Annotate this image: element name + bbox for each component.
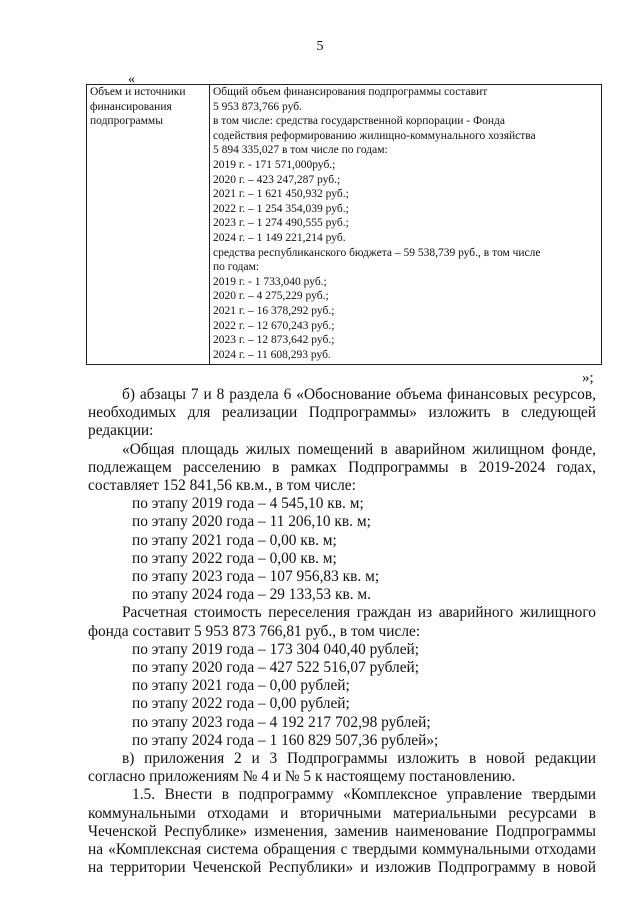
financing-row <box>87 85 602 365</box>
financing-content-line: 2019 г. - 171 571,000руб.; <box>213 158 336 171</box>
financing-label-line: подпрограммы <box>90 115 163 128</box>
financing-content-line: 2022 г. – 12 670,243 руб.; <box>213 319 335 332</box>
financing-content-cell <box>210 85 602 365</box>
financing-content-line: в том числе: средства государственной корпорации - Фонда <box>213 115 505 128</box>
financing-table <box>86 84 602 365</box>
page-number: 5 <box>316 39 324 54</box>
financing-content-line: 5 953 873,766 руб. <box>213 100 302 113</box>
financing-label-line: Объем и источники <box>90 86 186 98</box>
financing-label-line: финансирования <box>90 100 172 113</box>
financing-label-cell <box>87 85 210 365</box>
financing-content-line: 2024 г. – 1 149 221,214 руб. <box>213 231 346 244</box>
financing-content-line: 2020 г. – 423 247,287 руб.; <box>213 173 341 186</box>
financing-content-line: 2022 г. – 1 254 354,039 руб.; <box>213 202 349 215</box>
paragraph: в) приложения 2 и 3 Подпрограммы изложить в новой редакции согласно приложениям № 4 и № 5 к настоящему постановлению. <box>88 750 596 786</box>
list-item: по этапу 2022 года – 0,00 кв. м; <box>132 549 337 567</box>
financing-content-line: 2019 г. - 1 733,040 руб.; <box>213 275 327 288</box>
financing-content-line: 2023 г. – 1 274 490,555 руб.; <box>213 217 349 230</box>
financing-content-line: содействия реформированию жилищно-коммунального хозяйства <box>213 129 536 142</box>
financing-content-line: 2023 г. – 12 873,642 руб.; <box>213 334 335 347</box>
financing-content-line: 2021 г. – 16 378,292 руб.; <box>213 304 335 317</box>
list-item: по этапу 2020 года – 427 522 516,07 рублей; <box>132 659 420 677</box>
opening-quote: « <box>128 72 135 87</box>
list-item: по этапу 2023 года – 4 192 217 702,98 рублей; <box>132 713 431 731</box>
list-item: по этапу 2021 года – 0,00 рублей; <box>132 677 350 695</box>
list-item: по этапу 2023 года – 107 956,83 кв. м; <box>132 568 380 586</box>
list-item: по этапу 2022 года – 0,00 рублей; <box>132 695 350 713</box>
paragraph: б) абзацы 7 и 8 раздела 6 «Обоснование объема финансовых ресурсов, необходимых для реализации Подпрограммы» изложить в следующей редакции: <box>88 386 596 440</box>
financing-content-line: Общий объем финансирования подпрограммы составит <box>213 86 488 98</box>
financing-content-line: средства республиканского бюджета – 59 538,739 руб., в том числе <box>213 246 541 259</box>
document-body <box>88 386 596 877</box>
financing-content-line: по годам: <box>213 261 260 274</box>
closing-quote: »; <box>582 370 594 386</box>
list-item: по этапу 2020 года – 11 206,10 кв. м; <box>132 513 371 531</box>
list-item: по этапу 2024 года – 29 133,53 кв. м. <box>132 586 372 604</box>
financing-content-line: 5 894 335,027 в том числе по годам: <box>213 144 388 157</box>
financing-content-line: 2020 г. – 4 275,229 руб.; <box>213 290 329 303</box>
list-item: по этапу 2019 года – 4 545,10 кв. м; <box>132 495 364 513</box>
paragraph: «Общая площадь жилых помещений в аварийном жилищном фонде, подлежащем расселению в рамках Подпрограммы в 2019-2024 годах, составляет 152 841,56 кв.м., в том числе: <box>88 440 596 495</box>
financing-content-line: 2024 г. – 11 608,293 руб. <box>213 348 331 361</box>
paragraph: 1.5. Внести в подпрограмму «Комплексное управление твердыми коммунальными отходами и вторичными материальными ресурсами в Чеченской Республике» изменения, заменив наименование Подпрограммы на «Комплексная система обращения с твердыми коммунальными отходами на территории Чеченской Республики» и изложив Подпрограмму в новой <box>88 786 596 877</box>
list-item: по этапу 2024 года – 1 160 829 507,36 рублей»; <box>132 731 439 749</box>
list-item: по этапу 2019 года – 173 304 040,40 рублей; <box>132 640 420 658</box>
list-item: по этапу 2021 года – 0,00 кв. м; <box>132 531 337 549</box>
paragraph: Расчетная стоимость переселения граждан из аварийного жилищного фонда составит 5 953 873 766,81 руб., в том числе: <box>88 604 596 640</box>
financing-content-line: 2021 г. – 1 621 450,932 руб.; <box>213 188 349 201</box>
